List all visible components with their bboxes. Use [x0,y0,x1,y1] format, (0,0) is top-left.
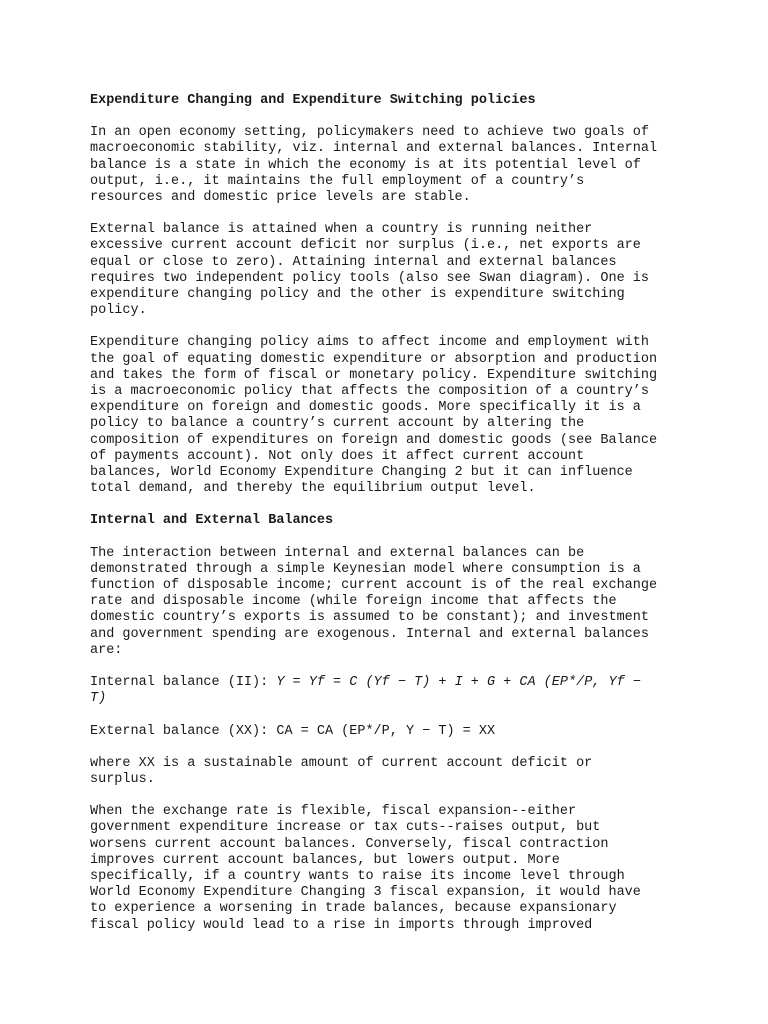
paragraph-xx-definition: where XX is a sustainable amount of current account deficit or surplus. [90,755,593,787]
formula-internal-balance [90,675,680,707]
paragraph-open-economy: In an open economy setting, policymakers need to achieve two goals of macroeconomic stability, viz. internal and external balances. Internal balance is a state in which the economy is at its potential level of output, i.e., it maintains the full employment of a country’s resources and domestic price levels are stable. [90,125,658,206]
formula-external-balance [90,724,680,740]
formula-equation: CA = CA (EP*/P, Y − T) = XX [276,723,496,739]
paragraph-external-balance: External balance is attained when a country is running neither excessive current account deficit nor surplus (i.e., net exports are equal or close to zero). Attaining internal and external balances requires two independent policy tools (also see Swan diagram). One is expenditure changing policy and the other is expenditure switching policy. [90,222,649,319]
formula-label: External balance (XX): [90,723,277,739]
paragraph-flexible-exchange-rate: When the exchange rate is flexible, fiscal expansion--either government expenditure increase or tax cuts--raises output, but worsens current account balances. Conversely, fiscal contraction improves current account balances, but lowers output. More specifically, if a country wants to raise its income level through World Economy Expenditure Changing 3 fiscal expansion, it would have to experience a worsening in trade balances, because expansionary fiscal policy would lead to a rise in imports through improved [90,804,641,933]
formula-equation: Y = Yf = C (Yf − T) + I + G + CA (EP*/P, Yf − T) [90,675,641,707]
section-heading-internal-external: Internal and External Balances [90,513,334,529]
paragraph-expenditure-changing: Expenditure changing policy aims to affect income and employment with the goal of equating domestic expenditure or absorption and production and takes the form of fiscal or monetary policy. Expenditure switching is a macroeconomic policy that affects the composition of a country’s expenditure on foreign and domestic goods. More specifically it is a policy to balance a country’s current account by altering the composition of expenditures on foreign and domestic goods (see Balance of payments account). Not only does it affect current account balances, World Economy Expenditure Changing 2 but it can influence total demand, and thereby the equilibrium output level. [90,335,658,497]
document-page [90,84,680,950]
section-heading-expenditure-policies: Expenditure Changing and Expenditure Switching policies [90,93,536,108]
formula-label: Internal balance (II): [90,675,277,691]
paragraph-keynesian-model: The interaction between internal and external balances can be demonstrated through a simple Keynesian model where consumption is a function of disposable income; current account is of the real exchange rate and disposable income (while foreign income that affects the domestic country’s exports is assumed to be constant); and investment and government spending are exogenous. Internal and external balances are: [90,545,658,658]
